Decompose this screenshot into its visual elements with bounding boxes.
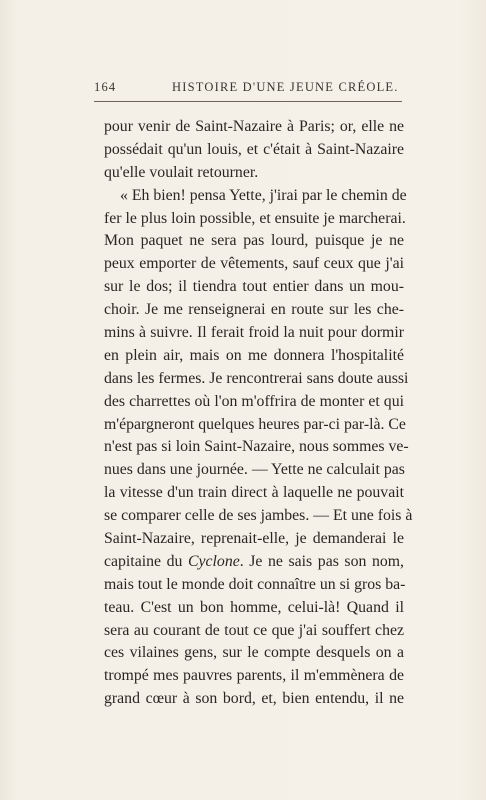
text-line: la vitesse d'un train direct à laquelle ne pouvait <box>104 484 404 502</box>
text-line: possédait qu'un louis, et c'était à Saint-Nazaire <box>104 140 404 158</box>
text-line-start: capitaine du <box>104 552 188 570</box>
body-text <box>104 116 413 711</box>
text-line: des charrettes où l'on m'offrira de monter et qui <box>104 392 404 410</box>
text-line: trompé mes pauvres parents, il m'emmènera de <box>104 667 404 685</box>
running-title: HISTOIRE D'UNE JEUNE CRÉOLE. <box>172 80 399 94</box>
text-line: peux emporter de vêtements, sauf ceux que j'ai <box>104 255 404 273</box>
text-line: teau. C'est un bon homme, celui-là! Quand il <box>104 598 404 616</box>
text-line: « Eh bien! pensa Yette, j'irai par le chemin de <box>120 186 407 204</box>
text-line: Saint-Nazaire, reprenait-elle, je demanderai le <box>104 530 404 548</box>
text-line: choir. Je me renseignerai en route sur les che- <box>104 301 404 319</box>
header-rule <box>94 101 402 102</box>
page-header <box>94 78 402 98</box>
text-line: ces vilaines gens, sur le compte desquels on a <box>104 644 404 662</box>
page-number: 164 <box>94 80 117 94</box>
text-line: Mon paquet ne sera pas lourd, puisque je ne <box>104 232 404 250</box>
text-line: sur le dos; il tiendra tout entier dans un mou- <box>104 278 404 296</box>
text-line: n'est pas si loin Saint-Nazaire, nous sommes ve- <box>104 438 409 456</box>
text-line: en plein air, mais on me donnera l'hospitalité <box>104 346 404 364</box>
text-line: m'épargneront quelques heures par-ci par-là. Ce <box>104 415 406 433</box>
text-line: mais tout le monde doit connaître un si gros ba- <box>104 575 406 593</box>
text-line-end: . Je ne sais pas son nom, <box>239 552 404 570</box>
text-line <box>104 551 404 574</box>
ship-name: Cyclone <box>187 552 240 570</box>
text-line: pour venir de Saint-Nazaire à Paris; or, elle ne <box>104 118 404 135</box>
text-line: se comparer celle de ses jambes. — Et une fois à <box>104 507 413 525</box>
text-line: dans les fermes. Je rencontrerai sans doute aussi <box>104 369 409 387</box>
text-line: grand cœur à son bord, et, bien entendu, il ne <box>104 690 404 708</box>
text-line: nues dans une journée. — Yette ne calculait pas <box>104 461 405 479</box>
text-line: mins à suivre. Il ferait froid la nuit pour dormir <box>104 324 404 342</box>
text-line: sera au courant de tout ce que j'ai souffert chez <box>104 621 404 639</box>
text-line: qu'elle voulait retourner. <box>104 163 259 181</box>
text-line: fer le plus loin possible, et ensuite je marcherai. <box>104 209 406 227</box>
